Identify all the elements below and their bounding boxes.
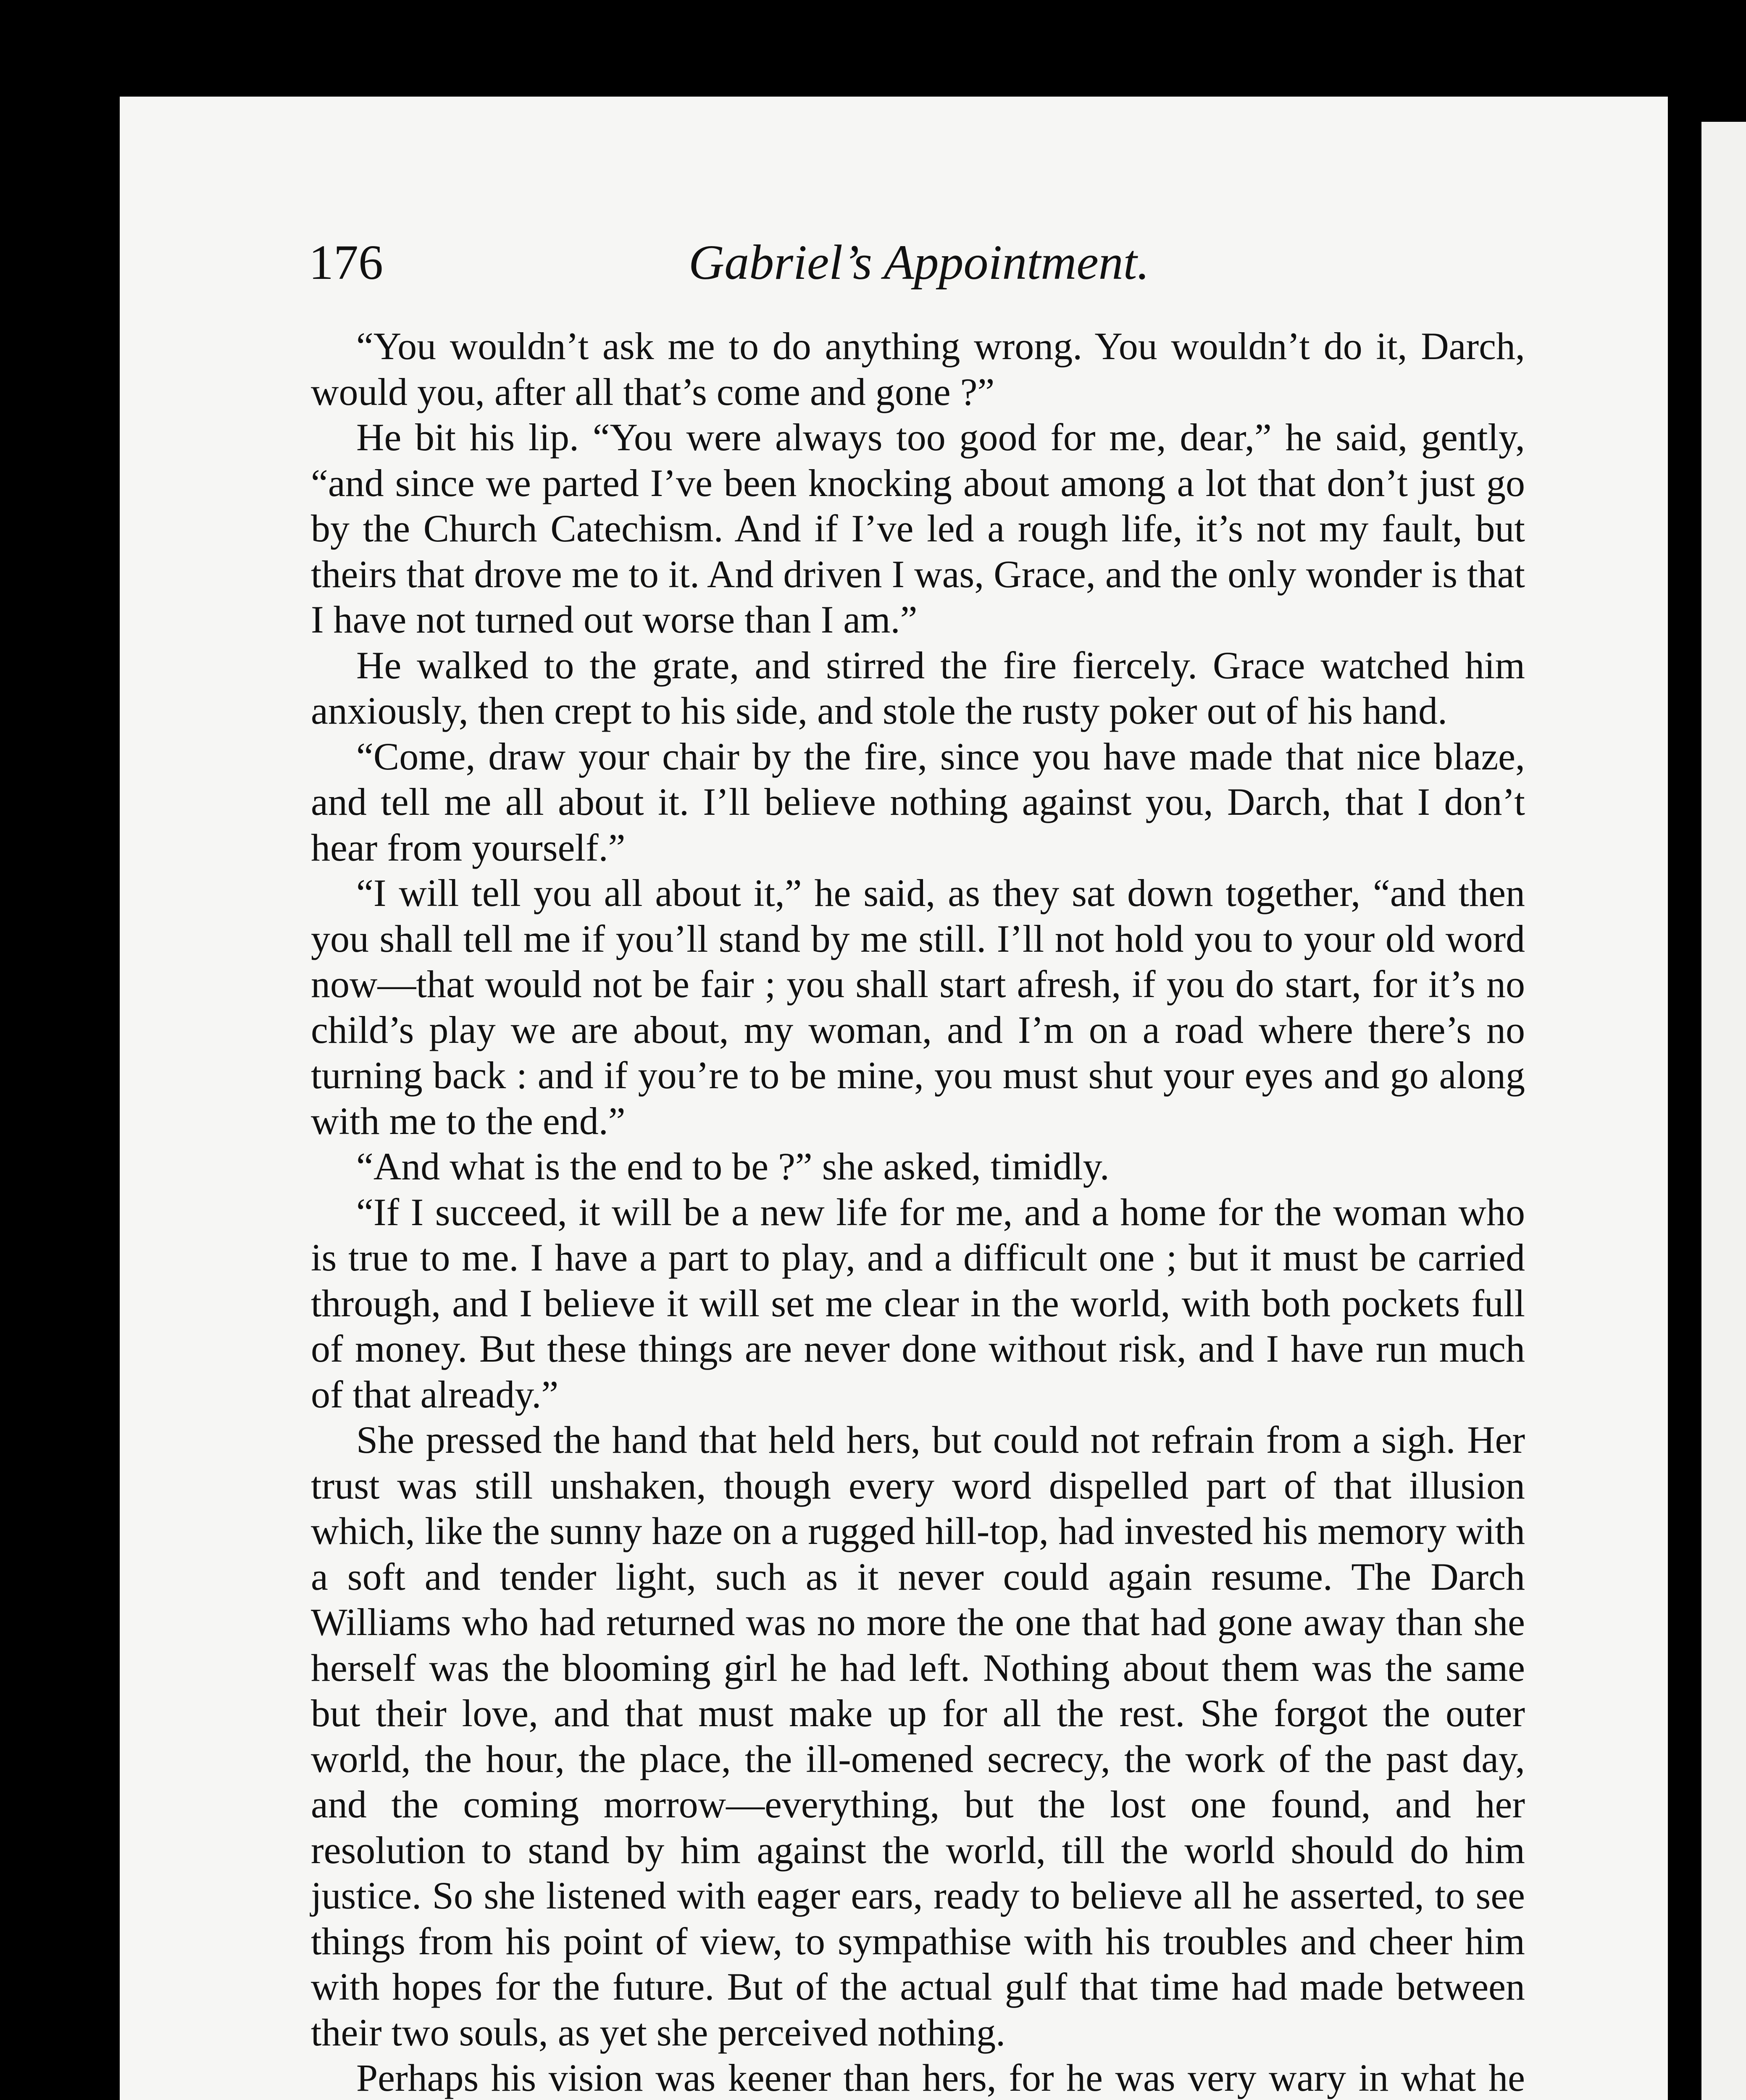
page-number: 176 (309, 235, 383, 290)
body-text (311, 323, 1525, 2100)
paragraph: He bit his lip. “You were always too good for me, dear,” he said, gently, “and since we parted I’ve been knocking about among a lot that don’t just go by the Church Catechism. And if I’ve led a rough life, it’s not my fault, but theirs that drove me to it. And driven I was, Grace, and the only wonder is that I have not turned out worse than I am.” (311, 416, 1525, 641)
facing-page-edge (1701, 122, 1746, 2100)
paragraph: Perhaps his vision was keener than hers, for he was very wary in what he (356, 2056, 1525, 2099)
running-title: Gabriel’s Appointment. (689, 235, 1149, 290)
paragraph: “Come, draw your chair by the fire, since you have made that nice blaze, and tell me all about it. I’ll believe nothing against you, Darch, that I don’t hear from yourself.” (311, 735, 1525, 869)
page-header (309, 227, 1529, 298)
paragraph: “You wouldn’t ask me to do anything wrong. You wouldn’t do it, Darch, would you, after all that’s come and gone ?” (311, 325, 1525, 413)
paragraph: He walked to the grate, and stirred the fire fiercely. Grace watched him anxiously, then crept to his side, and stole the rusty poker out of his hand. (311, 643, 1525, 732)
paragraph: “If I succeed, it will be a new life for me, and a home for the woman who is true to me. I have a part to play, and a difficult one ; but it must be carried through, and I believe it will set me clear in the world, with both pockets full of money. But these things are never done without risk, and I have run much of that already.” (311, 1190, 1525, 1416)
paragraph: “I will tell you all about it,” he said, as they sat down together, “and then you shall tell me if you’ll stand by me still. I’ll not hold you to your old word now—that would not be fair ; you shall start afresh, if you do start, for it’s no child’s play we are about, my woman, and I’m on a road where there’s no turning back : and if you’re to be mine, you must shut your eyes and go along with me to the end.” (311, 872, 1525, 1142)
paragraph: “And what is the end to be ?” she asked, timidly. (356, 1145, 1110, 1188)
paragraph: She pressed the hand that held hers, but could not refrain from a sigh. Her trust was still unshaken, though every word dispelled part of that illusion which, like the sunny haze on a rugged hill-top, had invested his memory with a soft and tender light, such as it never could again resume. The Darch Williams who had returned was no more the one that had gone away than she herself was the blooming girl he had left. Nothing about them was the same but their love, and that must make up for all the rest. She forgot the outer world, the hour, the place, the ill-omened secrecy, the work of the past day, and the coming morrow—everything, but the lost one found, and her resolution to stand by him against the world, till the world should do him justice. So she listened with eager ears, ready to believe all he asserted, to see things from his point of view, to sympathise with his troubles and cheer him with hopes for the future. But of the actual gulf that time had made between their two souls, as yet she perceived nothing. (311, 1418, 1525, 2054)
